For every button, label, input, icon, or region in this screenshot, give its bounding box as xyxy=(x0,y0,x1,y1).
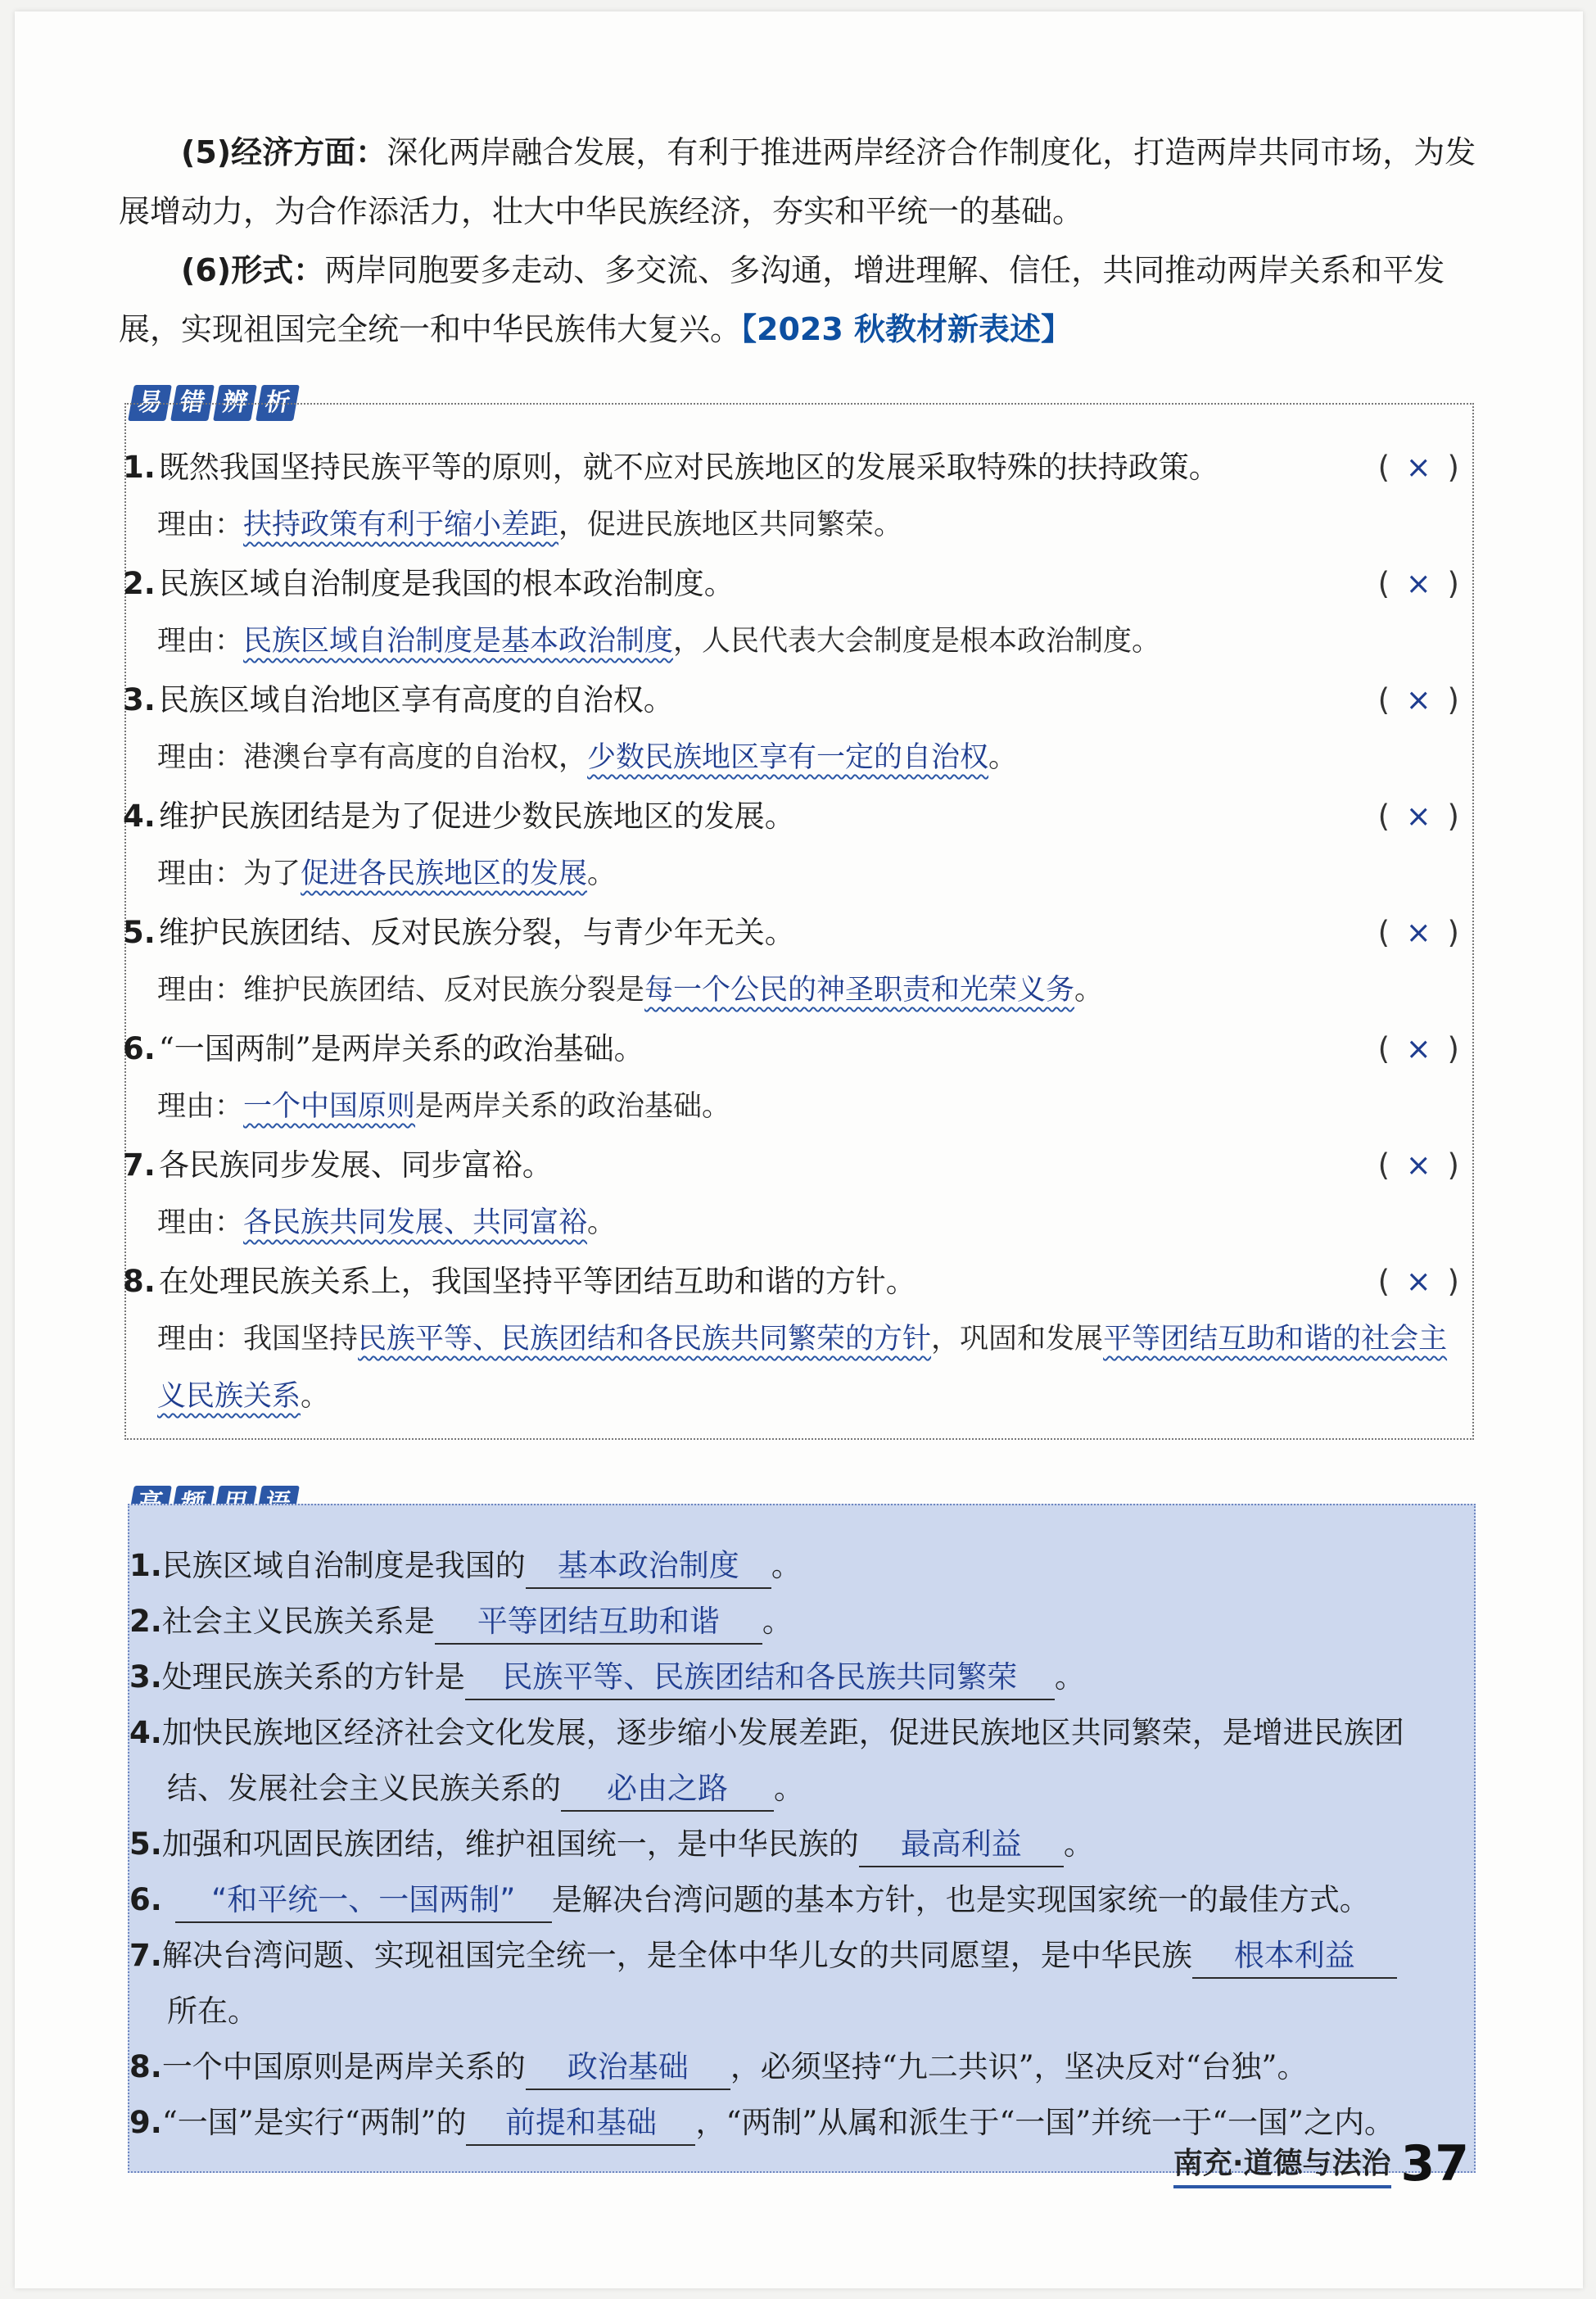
item-number: 5. xyxy=(123,915,156,950)
reason-text: ，巩固和发展 xyxy=(931,1323,1104,1355)
answer-mark: ( × ) xyxy=(1377,1264,1463,1299)
fill-blank-answer: 基本政治制度 xyxy=(526,1545,771,1589)
text-economy: 深化两岸融合发展，有利于推进两岸经济合作制度化，打造两岸共同市场，为发展增动力，为合作添活力，壮大中华民族经济，夯实和平统一的基础。 xyxy=(119,134,1476,229)
item-number: 7. xyxy=(123,1147,156,1183)
item-number: 2. xyxy=(129,1604,162,1639)
title-char: 析 xyxy=(255,385,300,421)
answer-mark: ( × ) xyxy=(1377,682,1463,717)
reason-text: 。 xyxy=(988,741,1018,774)
phrase-text: 一个中国原则是两岸关系的 xyxy=(161,2049,526,2084)
reason-label: 理由： xyxy=(157,625,244,658)
phrase-item-3 xyxy=(129,1650,1472,1705)
text-form: 两岸同胞要多走动、多交流、多沟通，增进理解、信任，共同推动两岸关系和平发展，实现祖国完全统一和中华民族伟大复兴。 xyxy=(119,252,1445,347)
item-number: 8. xyxy=(123,1264,156,1299)
title-char: 错 xyxy=(170,385,215,421)
intro-text xyxy=(119,123,1478,359)
question-text: 在处理民族关系上，我国坚持平等团结互助和谐的方针。 xyxy=(158,1264,916,1299)
handwritten-answer: 平等团结互助和谐的社会主义民族关系 xyxy=(157,1323,1448,1413)
page-footer xyxy=(1173,2135,1469,2193)
fill-blank-answer: “和平统一、一国两制” xyxy=(175,1879,552,1923)
mistake-item-7 xyxy=(123,1137,1474,1251)
answer-mark: ( × ) xyxy=(1377,450,1463,485)
reason xyxy=(123,1078,1474,1135)
item-number: 6. xyxy=(129,1882,162,1917)
phrase-item-6 xyxy=(129,1872,1472,1928)
handwritten-answer: 促进各民族地区的发展 xyxy=(301,858,588,890)
handwritten-answer: 民族区域自治制度是基本政治制度 xyxy=(243,625,674,658)
title-char: 辨 xyxy=(213,385,257,421)
handwritten-answer: 民族平等、民族团结和各民族共同繁荣的方针 xyxy=(358,1323,932,1355)
reason-text: 维护民族团结、反对民族分裂是 xyxy=(243,974,645,1007)
fill-blank-answer: 政治基础 xyxy=(526,2046,730,2090)
mistake-item-4 xyxy=(123,788,1474,903)
item-number: 8. xyxy=(129,2049,162,2084)
phrase-text: 解决台湾问题、实现祖国完全统一，是全体中华儿女的共同愿望，是中华民族 xyxy=(161,1938,1192,1973)
reason-text: ，促进民族地区共同繁荣。 xyxy=(558,509,903,541)
fill-blank-answer: 必由之路 xyxy=(561,1767,774,1812)
question xyxy=(123,672,1474,729)
item-number: 5. xyxy=(129,1826,162,1862)
phrase-item-5 xyxy=(129,1817,1472,1872)
item-number: 3. xyxy=(123,682,156,717)
item-number: 3. xyxy=(129,1659,162,1695)
reason-label: 理由： xyxy=(157,1206,244,1239)
handwritten-answer: 各民族共同发展、共同富裕 xyxy=(243,1206,588,1239)
reason-text: 是两岸关系的政治基础。 xyxy=(415,1090,731,1123)
page-number: 37 xyxy=(1400,2135,1469,2193)
answer-mark: ( × ) xyxy=(1377,799,1463,834)
reason-label: 理由： xyxy=(157,1323,244,1355)
reason xyxy=(123,845,1474,903)
question-text: 民族区域自治制度是我国的根本政治制度。 xyxy=(158,566,735,601)
question xyxy=(123,439,1474,496)
phrase-text: 加强和巩固民族团结，维护祖国统一，是中华民族的 xyxy=(161,1826,859,1862)
phrase-text: 。 xyxy=(774,1771,804,1806)
question-text: “一国两制”是两岸关系的政治基础。 xyxy=(158,1031,644,1066)
phrase-text: ，必须坚持“九二共识”，坚决反对“台独”。 xyxy=(730,2049,1308,2084)
phrase-text: “一国”是实行“两制”的 xyxy=(161,2105,467,2140)
phrase-item-4 xyxy=(129,1705,1472,1817)
reason-text: 为了 xyxy=(243,858,301,890)
mistake-item-2 xyxy=(123,555,1474,670)
phrase-text: 是解决台湾问题的基本方针，也是实现国家统一的最佳方式。 xyxy=(551,1882,1370,1917)
reason xyxy=(123,1194,1474,1251)
fill-blank-answer: 最高利益 xyxy=(859,1823,1064,1867)
reason-label: 理由： xyxy=(157,741,244,774)
handwritten-answer: 扶持政策有利于缩小差距 xyxy=(243,509,559,541)
phrase-text: ，“两制”从属和派生于“一国”并统一于“一国”之内。 xyxy=(695,2105,1395,2140)
cross-mark: × xyxy=(1405,1264,1435,1299)
question xyxy=(123,1137,1474,1194)
reason xyxy=(123,729,1474,786)
reason-text: 港澳台享有高度的自治权， xyxy=(243,741,588,774)
reason xyxy=(123,962,1474,1019)
phrase-item-1 xyxy=(129,1538,1472,1594)
mistake-item-5 xyxy=(123,904,1474,1019)
item-number: 1. xyxy=(129,1548,162,1583)
item-number: 7. xyxy=(129,1938,162,1973)
reason-label: 理由： xyxy=(157,858,244,890)
cross-mark: × xyxy=(1405,682,1435,717)
phrase-text: 。 xyxy=(1063,1826,1094,1862)
item-number: 6. xyxy=(123,1031,156,1066)
phrase-text: 。 xyxy=(1054,1659,1085,1695)
phrase-item-8 xyxy=(129,2039,1472,2095)
question xyxy=(123,904,1474,962)
phrase-text: 民族区域自治制度是我国的 xyxy=(161,1548,526,1583)
item-number: 1. xyxy=(123,450,156,485)
phrase-item-7 xyxy=(129,1928,1472,2039)
answer-mark: ( × ) xyxy=(1377,1031,1463,1066)
fill-blank-answer: 平等团结互助和谐 xyxy=(435,1600,762,1645)
mistake-item-1 xyxy=(123,439,1474,554)
question-text: 既然我国坚持民族平等的原则，就不应对民族地区的发展采取特殊的扶持政策。 xyxy=(158,450,1219,485)
cross-mark: × xyxy=(1405,450,1435,485)
cross-mark: × xyxy=(1405,1031,1435,1066)
phrase-item-2 xyxy=(129,1594,1472,1650)
new-edition-tag: 【2023 秋教材新表述】 xyxy=(741,311,1073,347)
label-form: (6)形式： xyxy=(181,252,325,288)
mistake-item-8 xyxy=(123,1253,1474,1425)
handwritten-answer: 每一个公民的神圣职责和光荣义务 xyxy=(644,974,1075,1007)
phrase-text: 所在。 xyxy=(167,1994,258,2029)
phrase-text: 。 xyxy=(771,1548,802,1583)
question xyxy=(123,788,1474,845)
reason-text: 。 xyxy=(587,1206,617,1239)
fill-blank-answer: 民族平等、民族团结和各民族共同繁荣 xyxy=(465,1656,1055,1700)
paragraph-economy xyxy=(119,123,1478,241)
cross-mark: × xyxy=(1405,799,1435,834)
reason-text: 。 xyxy=(301,1380,330,1413)
fill-blank-answer: 根本利益 xyxy=(1192,1935,1397,1979)
answer-mark: ( × ) xyxy=(1377,566,1463,601)
answer-mark: ( × ) xyxy=(1377,1147,1463,1183)
answer-mark: ( × ) xyxy=(1377,915,1463,950)
item-number: 2. xyxy=(123,566,156,601)
question xyxy=(123,1021,1474,1078)
reason-label: 理由： xyxy=(157,1090,244,1123)
reason xyxy=(123,1310,1474,1425)
cross-mark: × xyxy=(1405,1147,1435,1183)
question xyxy=(123,1253,1474,1310)
question-text: 各民族同步发展、同步富裕。 xyxy=(158,1147,553,1183)
label-economy: (5)经济方面： xyxy=(181,134,387,170)
item-number: 4. xyxy=(129,1715,162,1750)
fill-blank-answer: 前提和基础 xyxy=(466,2102,695,2146)
paragraph-form xyxy=(119,241,1478,359)
phrase-text: 结、发展社会主义民族关系的 xyxy=(167,1771,561,1806)
mistake-item-6 xyxy=(123,1021,1474,1135)
title-char: 易 xyxy=(128,385,172,421)
reason-text: 我国坚持 xyxy=(243,1323,359,1355)
phrase-text: 处理民族关系的方针是 xyxy=(161,1659,465,1695)
question-text: 维护民族团结、反对民族分裂，与青少年无关。 xyxy=(158,915,795,950)
reason-label: 理由： xyxy=(157,974,244,1007)
reason-text: ，人民代表大会制度是根本政治制度。 xyxy=(673,625,1161,658)
phrase-text: 社会主义民族关系是 xyxy=(161,1604,435,1639)
phrase-text: 。 xyxy=(762,1604,793,1639)
item-number: 4. xyxy=(123,799,156,834)
reason-label: 理由： xyxy=(157,509,244,541)
phrase-text: 加快民族地区经济社会文化发展，逐步缩小发展差距，促进民族地区共同繁荣，是增进民族团 xyxy=(161,1715,1404,1750)
cross-mark: × xyxy=(1405,566,1435,601)
question-text: 民族区域自治地区享有高度的自治权。 xyxy=(158,682,674,717)
reason-text: 。 xyxy=(587,858,617,890)
cross-mark: × xyxy=(1405,915,1435,950)
reason xyxy=(123,613,1474,670)
question-text: 维护民族团结是为了促进少数民族地区的发展。 xyxy=(158,799,795,834)
reason xyxy=(123,496,1474,554)
handwritten-answer: 一个中国原则 xyxy=(243,1090,416,1123)
item-number: 9. xyxy=(129,2105,162,2140)
reason-text: 。 xyxy=(1074,974,1104,1007)
mistake-item-3 xyxy=(123,672,1474,786)
book-brand: 南充·道德与法治 xyxy=(1173,2140,1391,2188)
handwritten-answer: 少数民族地区享有一定的自治权 xyxy=(587,741,989,774)
question xyxy=(123,555,1474,613)
